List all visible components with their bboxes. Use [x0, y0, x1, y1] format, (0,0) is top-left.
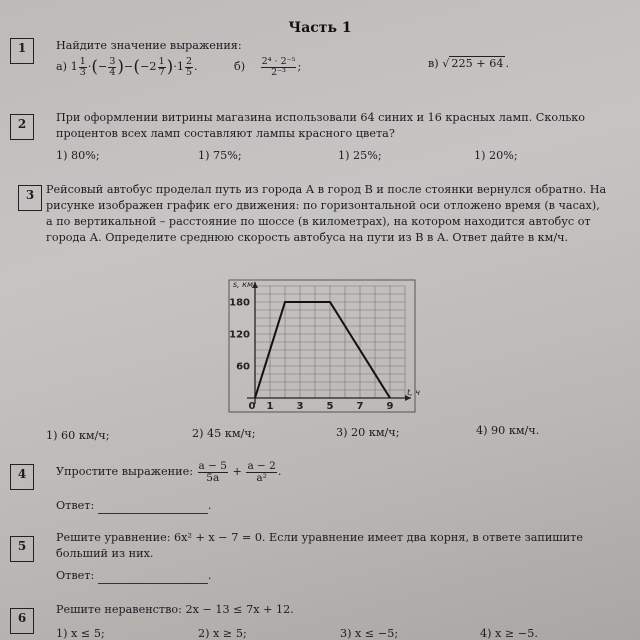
task-3-option-2: 2) 45 км/ч;: [192, 427, 256, 440]
task-6-option-2: 2) x ≥ 5;: [198, 627, 247, 640]
x-tick-label: 1: [266, 401, 274, 412]
fraction: $\frac{\text{2⁴ · 2⁻⁵}}{\text{2⁻³}}$: [261, 55, 296, 78]
y-axis-label: s, км: [232, 280, 253, 289]
fraction: $\frac{2}{5}$: [185, 55, 192, 78]
task-1-part-a: а) 1 $\frac{1}{3}$ ·(− $\frac{3}{4}$ )−(−2 $\frac{1}{7}$ )·1 $\frac{2}{5}$ .: [56, 55, 198, 78]
y-tick-label: 120: [229, 329, 250, 341]
task-6-option-4: 4) x ≥ −5.: [480, 627, 538, 640]
task-3-option-1: 1) 60 км/ч;: [46, 429, 110, 442]
task-3-option-3: 3) 20 км/ч;: [336, 426, 400, 439]
task-4-answer-row: Ответ: .: [56, 499, 212, 512]
x-tick-label: 3: [296, 401, 304, 412]
task-3-number: 3: [18, 185, 42, 211]
fraction: $\frac{3}{4}$: [109, 55, 116, 78]
fraction: $\frac{1}{3}$: [79, 55, 86, 78]
task-4-number: 4: [10, 464, 34, 490]
task-6-option-3: 3) x ≤ −5;: [340, 627, 399, 640]
task-3-text: Рейсовый автобус проделал путь из города А в город В и после стоянки вернулся обратно. На рисунке изображен график его движения: по горизонтальной оси отложено время (в часах), а по вертикальной – расстояние по шоссе (в километрах), на котором находится автобус от города А. Определите среднюю скорость автобуса на пути из В в А. Ответ дайте в км/ч.: [46, 183, 607, 244]
y-tick-label: 60: [236, 361, 250, 373]
x-tick-label: 7: [356, 401, 364, 412]
x-tick-label: 5: [326, 401, 334, 412]
fraction: $\frac{a - 5}{5a}$: [198, 459, 227, 484]
task-5-answer-row: Ответ: .: [56, 569, 212, 582]
task-2-text: При оформлении витрины магазина использовали 64 синих и 16 красных ламп. Сколько процентов всех ламп составляют лампы красного цвета?: [56, 111, 586, 140]
task-5-answer-field[interactable]: [98, 573, 208, 584]
x-tick-label: 0: [248, 401, 256, 412]
part-heading: Часть 1: [288, 20, 352, 36]
fraction: $\frac{a - 2}{\text{a²}}$: [247, 459, 276, 484]
task-1-number: 1: [10, 38, 34, 64]
task-3-option-4: 4) 90 км/ч.: [476, 424, 540, 437]
task-2-option-2: 1) 75%;: [198, 149, 242, 162]
task-6-number: 6: [10, 608, 34, 634]
task-2-option-3: 1) 25%;: [338, 149, 382, 162]
task-2-number: 2: [10, 114, 34, 140]
task-4-answer-field[interactable]: [98, 503, 208, 514]
task-1-part-c: в) √ 225 + 64 .: [428, 57, 509, 70]
task-5-number: 5: [10, 536, 34, 562]
task-1-part-b: б) $\frac{\text{2⁴ · 2⁻⁵}}{\text{2⁻³}}$ ;: [234, 55, 302, 78]
task-1-prompt: Найдите значение выражения:: [56, 39, 242, 52]
task-6-text: Решите неравенство: 2x − 13 ≤ 7x + 12.: [56, 603, 294, 616]
task-6-option-1: 1) x ≤ 5;: [56, 627, 105, 640]
y-tick-label: 180: [229, 297, 250, 309]
fraction: $\frac{1}{7}$: [158, 55, 165, 78]
task-2-option-1: 1) 80%;: [56, 149, 100, 162]
task-4-expression: Упростите выражение: $\frac{a - 5}{5a}$ + $\frac{a - 2}{\text{a²}}$ .: [56, 459, 282, 484]
x-axis-label: t, ч: [407, 388, 420, 397]
task-2-option-4: 1) 20%;: [474, 149, 518, 162]
task-5-text: Решите уравнение: 6x² + x − 7 = 0. Если уравнение имеет два корня, в ответе запишите больший из них.: [56, 531, 583, 560]
x-tick-label: 9: [386, 401, 394, 412]
